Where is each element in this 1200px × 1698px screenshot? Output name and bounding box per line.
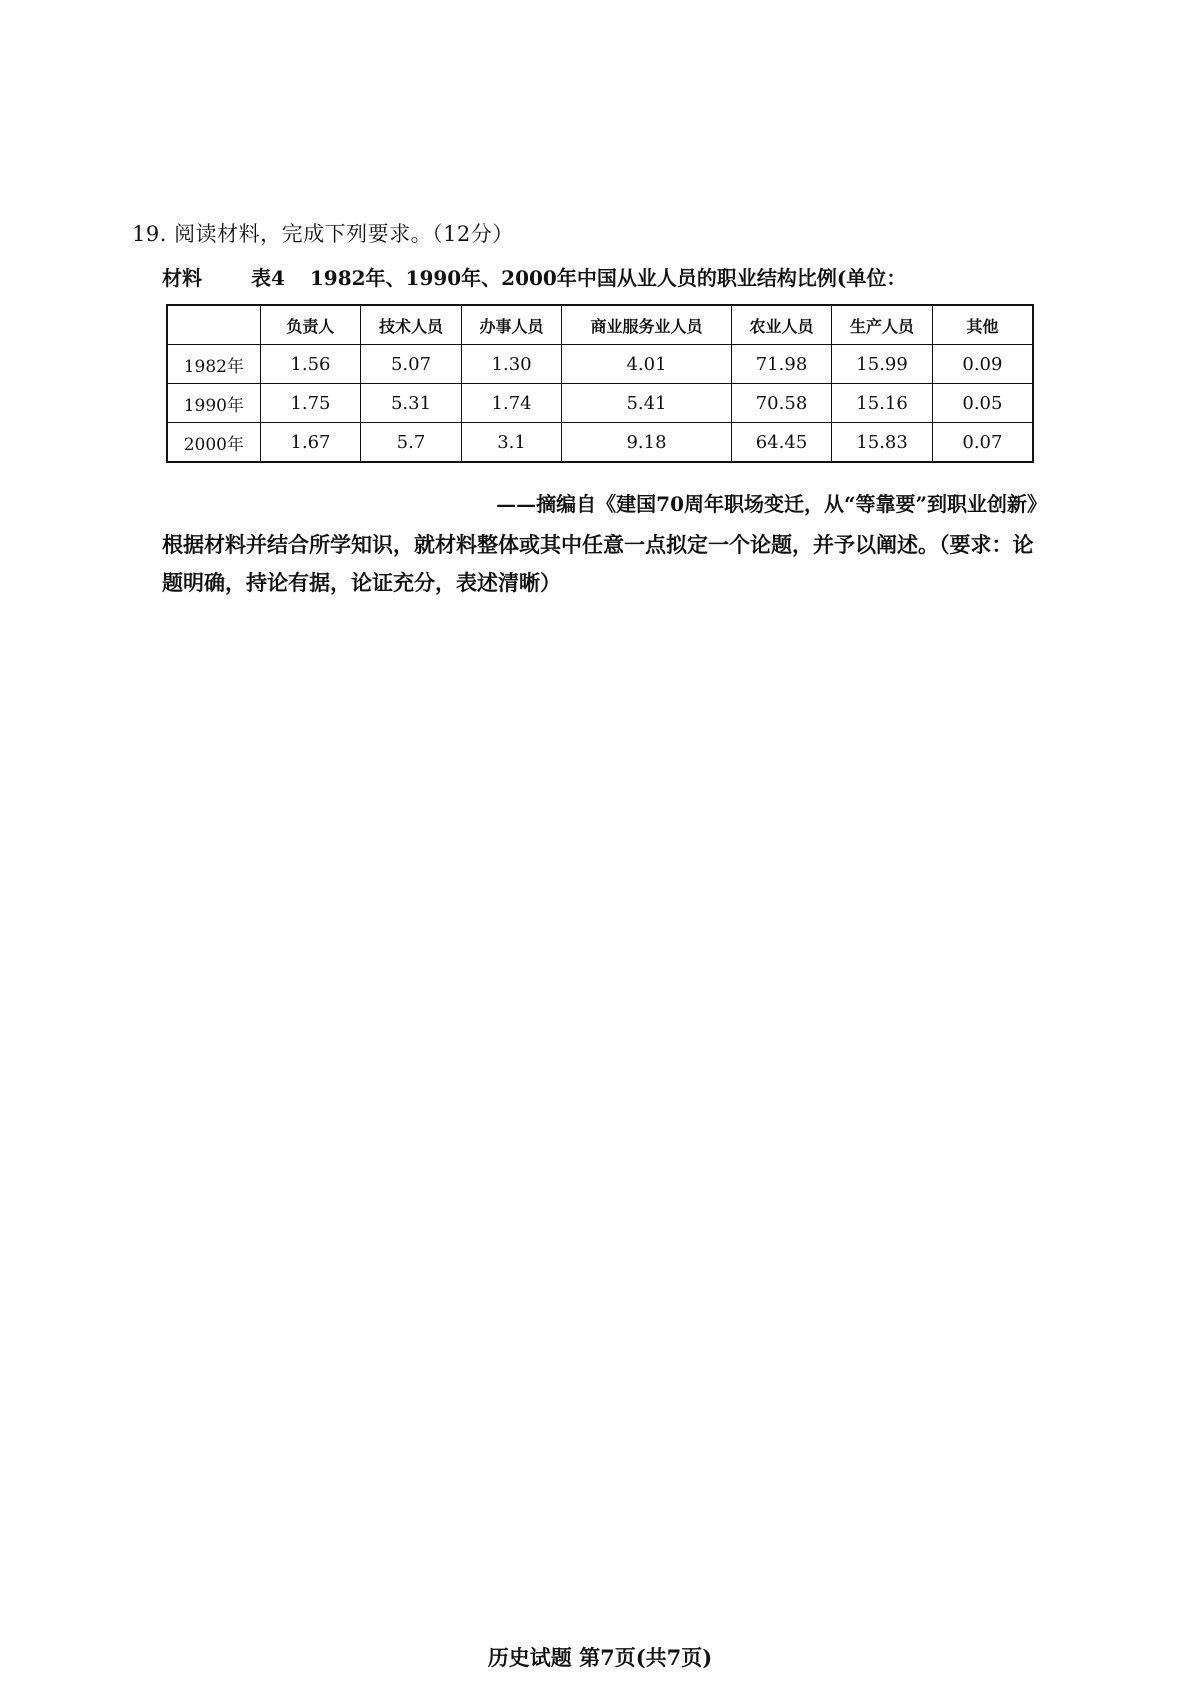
table-cell: 9.18 <box>562 423 731 463</box>
table-cell: 5.41 <box>562 384 731 423</box>
question-prompt: 根据材料并结合所学知识，就材料整体或其中任意一点拟定一个论题，并予以阐述。（要求：论题明确，持论有据，论证充分，表述清晰） <box>162 532 1034 595</box>
header-cell: 负责人 <box>260 305 361 345</box>
table-cell: 0.05 <box>932 384 1033 423</box>
header-cell: 农业人员 <box>731 305 832 345</box>
question-title: 19. 阅读材料，完成下列要求。（12分） <box>132 222 514 246</box>
table-cell: 0.07 <box>932 423 1033 463</box>
table-cell: 5.07 <box>361 345 462 384</box>
table-cell: 3.1 <box>461 423 562 463</box>
row-year: 2000年 <box>167 423 260 463</box>
header-cell: 办事人员 <box>461 305 562 345</box>
header-cell: 生产人员 <box>832 305 933 345</box>
table-cell: 1.30 <box>461 345 562 384</box>
table-cell: 15.16 <box>832 384 933 423</box>
header-cell-blank <box>167 305 260 345</box>
table-cell: 0.09 <box>932 345 1033 384</box>
table-cell: 4.01 <box>562 345 731 384</box>
table-cell: 64.45 <box>731 423 832 463</box>
table-cell: 1.67 <box>260 423 361 463</box>
occupation-structure-table <box>166 304 1034 463</box>
table-cell: 15.99 <box>832 345 933 384</box>
table-cell: 1.56 <box>260 345 361 384</box>
page-footer: 历史试题 第7页(共7页) <box>487 1645 713 1670</box>
table-row <box>167 423 1033 463</box>
source-citation: ——摘编自《建国70周年职场变迁，从“等靠要”到职业创新》 <box>496 492 1047 516</box>
table-row <box>167 345 1033 384</box>
table-cell: 70.58 <box>731 384 832 423</box>
header-cell: 商业服务业人员 <box>562 305 731 345</box>
table-number: 表4 <box>250 266 285 290</box>
row-year: 1990年 <box>167 384 260 423</box>
table-cell: 1.74 <box>461 384 562 423</box>
material-caption-line <box>162 262 906 291</box>
table-cell: 5.7 <box>361 423 462 463</box>
table-caption: 1982年、1990年、2000年中国从业人员的职业结构比例(单位： <box>309 266 907 290</box>
header-cell: 技术人员 <box>361 305 462 345</box>
table-row <box>167 384 1033 423</box>
table-cell: 15.83 <box>832 423 933 463</box>
table-header-row <box>167 305 1033 345</box>
row-year: 1982年 <box>167 345 260 384</box>
table-cell: 5.31 <box>361 384 462 423</box>
header-cell: 其他 <box>932 305 1033 345</box>
table-cell: 1.75 <box>260 384 361 423</box>
table-cell: 71.98 <box>731 345 832 384</box>
material-label: 材料 <box>162 266 202 290</box>
